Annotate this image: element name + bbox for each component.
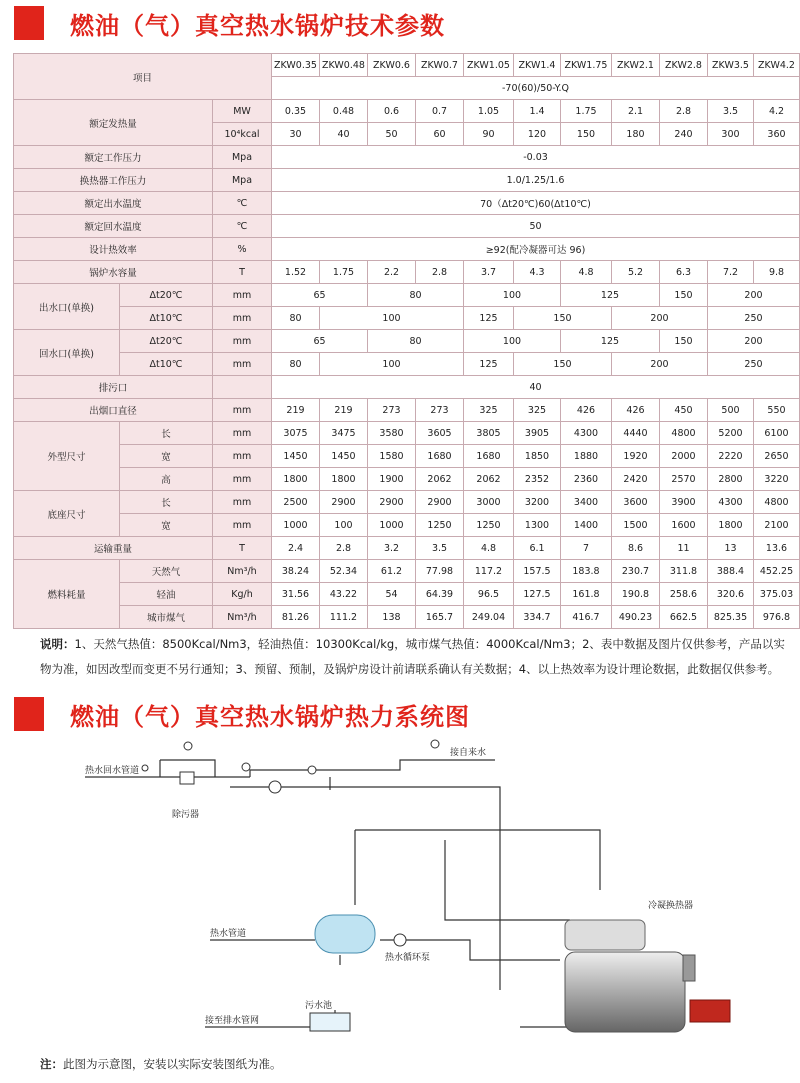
note-text: 1、天然气热值：8500Kcal/Nm3，轻油热值：10300Kcal/kg，城市煤气热值：4000Kcal/Nm3；2、表中数据及图片仅供参考，产品以实物为准，如因改型而变更不另行通知；3、预留、预制，及锅炉房设计前请联系确认有关数据；4、以上热效率为设计理论数据，此数据仅供参考。	[40, 637, 785, 676]
label-condenser: 冷凝换热器	[648, 901, 694, 911]
row-label: 运输重量	[14, 537, 213, 560]
table-cell: 77.98	[416, 560, 464, 583]
table-cell: 65	[272, 330, 368, 353]
table-cell: 40	[320, 123, 368, 146]
table-cell: 1.52	[272, 261, 320, 284]
pipe-top	[355, 830, 600, 890]
table-cell: 60	[416, 123, 464, 146]
table-cell: 150	[660, 284, 708, 307]
burner	[690, 1000, 730, 1022]
table-cell: 490.23	[612, 606, 660, 629]
unit-cell: 10⁴kcal	[213, 123, 272, 146]
unit-cell: mm	[213, 284, 272, 307]
table-row	[14, 353, 800, 376]
table-cell: 3.2	[368, 537, 416, 560]
row-label: 底座尺寸	[14, 491, 120, 537]
table-row	[14, 307, 800, 330]
unit-cell: ℃	[213, 192, 272, 215]
table-cell: 100	[464, 330, 561, 353]
table-cell: 1450	[272, 445, 320, 468]
filter-icon	[180, 772, 194, 784]
sub-label: Δt20℃	[120, 284, 213, 307]
row-label: 排污口	[14, 376, 213, 399]
row-label: 换热器工作压力	[14, 169, 213, 192]
sewage-pool	[310, 1013, 350, 1031]
label-supply: 接自来水	[450, 748, 487, 758]
pressure-gauge-icon	[431, 740, 439, 748]
pipe-loop	[230, 787, 500, 990]
row-label: 额定工作压力	[14, 146, 213, 169]
table-cell: 1920	[612, 445, 660, 468]
table-cell: 161.8	[561, 583, 612, 606]
table-cell: 100	[320, 307, 464, 330]
table-cell: 190.8	[612, 583, 660, 606]
table-cell: 1.75	[320, 261, 368, 284]
unit-cell: mm	[213, 422, 272, 445]
table-row	[14, 192, 800, 215]
table-cell: 4300	[708, 491, 754, 514]
table-cell: 4.8	[464, 537, 514, 560]
table-cell: 273	[368, 399, 416, 422]
table-cell: 11	[660, 537, 708, 560]
unit-cell: ℃	[213, 215, 272, 238]
table-cell: 180	[612, 123, 660, 146]
table-row	[14, 215, 800, 238]
unit-cell: mm	[213, 468, 272, 491]
table-cell: 5200	[708, 422, 754, 445]
row-label: 额定回水温度	[14, 215, 213, 238]
row-label: 燃料耗量	[14, 560, 120, 629]
table-cell: 334.7	[514, 606, 561, 629]
table-cell: 1800	[320, 468, 368, 491]
table-cell: 2100	[754, 514, 800, 537]
table-cell: 0.7	[416, 100, 464, 123]
table-cell: 2000	[660, 445, 708, 468]
table-cell: 1850	[514, 445, 561, 468]
table-cell: 3.5	[416, 537, 464, 560]
table-cell: 4.2	[754, 100, 800, 123]
unit-cell: mm	[213, 353, 272, 376]
table-cell: 426	[612, 399, 660, 422]
model-header: ZKW2.1	[612, 54, 660, 77]
table-cell: 3600	[612, 491, 660, 514]
table-cell: 1450	[320, 445, 368, 468]
row-label: 回水口(单换)	[14, 330, 120, 376]
unit-cell: %	[213, 238, 272, 261]
thermometer-icon	[242, 763, 250, 771]
unit-cell: Nm³/h	[213, 606, 272, 629]
boiler-body	[565, 952, 685, 1032]
table-cell: 4300	[561, 422, 612, 445]
table-cell: 230.7	[612, 560, 660, 583]
table-cell: 125	[464, 307, 514, 330]
table-cell: 2800	[708, 468, 754, 491]
table-cell: 120	[514, 123, 561, 146]
merged-value: -0.03	[272, 146, 800, 169]
unit-cell	[213, 376, 272, 399]
table-cell: 2360	[561, 468, 612, 491]
table-cell: 100	[320, 353, 464, 376]
table-row	[14, 583, 800, 606]
table-cell: 388.4	[708, 560, 754, 583]
table-cell: 2570	[660, 468, 708, 491]
sub-label: Δt20℃	[120, 330, 213, 353]
row-label: 设计热效率	[14, 238, 213, 261]
table-cell: 3.7	[464, 261, 514, 284]
label-filter: 除污器	[172, 810, 200, 820]
table-cell: 2062	[416, 468, 464, 491]
table-cell: 165.7	[416, 606, 464, 629]
table-cell: 1880	[561, 445, 612, 468]
table-cell: 50	[368, 123, 416, 146]
table-row	[14, 468, 800, 491]
unit-cell: Nm³/h	[213, 560, 272, 583]
model-header: ZKW0.7	[416, 54, 464, 77]
table-cell: 200	[708, 330, 800, 353]
table-cell: 249.04	[464, 606, 514, 629]
table-cell: 13.6	[754, 537, 800, 560]
table-cell: 452.25	[754, 560, 800, 583]
table-cell: 3075	[272, 422, 320, 445]
table-cell: 111.2	[320, 606, 368, 629]
table-cell: 138	[368, 606, 416, 629]
thermal-system-diagram	[0, 730, 800, 1050]
table-cell: 2900	[320, 491, 368, 514]
table-cell: 61.2	[368, 560, 416, 583]
table-cell: 9.8	[754, 261, 800, 284]
table-cell: 2900	[368, 491, 416, 514]
table-cell: 150	[514, 353, 612, 376]
table-cell: 2900	[416, 491, 464, 514]
table-row	[14, 284, 800, 307]
row-label: 额定出水温度	[14, 192, 213, 215]
table-cell: 662.5	[660, 606, 708, 629]
row-label: 额定发热量	[14, 100, 213, 146]
merged-value: ≥92(配冷凝器可达 96)	[272, 238, 800, 261]
row-label: 锅炉水容量	[14, 261, 213, 284]
table-cell: 2220	[708, 445, 754, 468]
sub-label: 城市煤气	[120, 606, 213, 629]
table-cell: 3.5	[708, 100, 754, 123]
table-cell: 4800	[660, 422, 708, 445]
table-cell: 150	[514, 307, 612, 330]
sub-label: 天然气	[120, 560, 213, 583]
table-cell: 90	[464, 123, 514, 146]
section-title: 燃油（气）真空热水锅炉技术参数	[70, 11, 445, 40]
table-cell: 200	[612, 353, 708, 376]
table-cell: 1800	[272, 468, 320, 491]
sub-label: Δt10℃	[120, 353, 213, 376]
section-title: 燃油（气）真空热水锅炉热力系统图	[70, 702, 470, 731]
table-cell: 1000	[272, 514, 320, 537]
table-cell: 2.2	[368, 261, 416, 284]
table-cell: 200	[708, 284, 800, 307]
table-row	[14, 261, 800, 284]
table-cell: 500	[708, 399, 754, 422]
sub-label: 长	[120, 491, 213, 514]
table-cell: 1250	[416, 514, 464, 537]
table-cell: 0.35	[272, 100, 320, 123]
table-row	[14, 146, 800, 169]
merged-value: 70（Δt20℃)60(Δt10℃)	[272, 192, 800, 215]
vacuum-tank	[315, 915, 375, 953]
table-cell: 219	[272, 399, 320, 422]
table-cell: 1580	[368, 445, 416, 468]
table-cell: 4.3	[514, 261, 561, 284]
table-cell: 360	[754, 123, 800, 146]
header-accent-bar	[14, 6, 44, 40]
table-cell: 117.2	[464, 560, 514, 583]
model-header: ZKW1.75	[561, 54, 612, 77]
table-row	[14, 238, 800, 261]
unit-cell: Mpa	[213, 169, 272, 192]
table-cell: 64.39	[416, 583, 464, 606]
table-cell: 1.4	[514, 100, 561, 123]
merged-value: 40	[272, 376, 800, 399]
model-header: ZKW2.8	[660, 54, 708, 77]
notes	[40, 632, 792, 682]
table-cell: 43.22	[320, 583, 368, 606]
label-hot-pipe: 热水管道	[210, 929, 247, 939]
table-cell: 976.8	[754, 606, 800, 629]
pump-icon	[269, 781, 281, 793]
model-header: ZKW1.05	[464, 54, 514, 77]
table-cell: 2650	[754, 445, 800, 468]
table-cell: 100	[320, 514, 368, 537]
table-cell: 125	[561, 284, 660, 307]
table-cell: 3400	[561, 491, 612, 514]
table-cell: 6.1	[514, 537, 561, 560]
table-cell: 1500	[612, 514, 660, 537]
table-cell: 416.7	[561, 606, 612, 629]
label-return-pipe: 热水回水管道	[85, 766, 140, 776]
table-row	[14, 330, 800, 353]
section-header-specs	[14, 6, 445, 40]
table-cell: 8.6	[612, 537, 660, 560]
table-cell: 80	[368, 284, 464, 307]
section-header-diagram	[14, 697, 470, 731]
table-cell: 300	[708, 123, 754, 146]
sub-label: 高	[120, 468, 213, 491]
table-cell: 125	[561, 330, 660, 353]
table-cell: 2420	[612, 468, 660, 491]
table-cell: 7	[561, 537, 612, 560]
unit-cell: mm	[213, 399, 272, 422]
table-cell: 426	[561, 399, 612, 422]
model-suffix: -70(60)/50-Y.Q	[272, 77, 800, 100]
table-cell: 1400	[561, 514, 612, 537]
header-accent-bar	[14, 697, 44, 731]
merged-value: 50	[272, 215, 800, 238]
table-cell: 311.8	[660, 560, 708, 583]
table-cell: 3580	[368, 422, 416, 445]
table-cell: 3905	[514, 422, 561, 445]
unit-cell: mm	[213, 491, 272, 514]
table-row	[14, 422, 800, 445]
table-cell: 2.8	[416, 261, 464, 284]
table-cell: 325	[464, 399, 514, 422]
table-cell: 100	[464, 284, 561, 307]
table-cell: 2352	[514, 468, 561, 491]
table-cell: 1000	[368, 514, 416, 537]
table-cell: 0.48	[320, 100, 368, 123]
table-cell: 1680	[416, 445, 464, 468]
sub-label: Δt10℃	[120, 307, 213, 330]
table-cell: 81.26	[272, 606, 320, 629]
table-row	[14, 491, 800, 514]
table-cell: 96.5	[464, 583, 514, 606]
label-pump: 热水循环泵	[385, 953, 431, 963]
model-header: ZKW0.35	[272, 54, 320, 77]
table-cell: 7.2	[708, 261, 754, 284]
table-cell: 2500	[272, 491, 320, 514]
table-cell: 250	[708, 307, 800, 330]
table-cell: 1.75	[561, 100, 612, 123]
table-cell: 200	[612, 307, 708, 330]
table-cell: 54	[368, 583, 416, 606]
note-label: 说明：	[40, 637, 75, 651]
table-cell: 250	[708, 353, 800, 376]
table-cell: 4.8	[561, 261, 612, 284]
table-row	[14, 606, 800, 629]
table-cell: 825.35	[708, 606, 754, 629]
model-header: ZKW0.48	[320, 54, 368, 77]
merged-value: 1.0/1.25/1.6	[272, 169, 800, 192]
unit-cell: mm	[213, 330, 272, 353]
condenser-unit	[565, 920, 645, 950]
model-header: ZKW4.2	[754, 54, 800, 77]
table-cell: 1250	[464, 514, 514, 537]
table-cell: 2.8	[320, 537, 368, 560]
table-row	[14, 514, 800, 537]
header-row	[14, 54, 800, 77]
table-cell: 3000	[464, 491, 514, 514]
table-row	[14, 376, 800, 399]
table-cell: 150	[660, 330, 708, 353]
table-cell: 1680	[464, 445, 514, 468]
row-label: 出烟口直径	[14, 399, 213, 422]
unit-cell: mm	[213, 307, 272, 330]
table-cell: 1600	[660, 514, 708, 537]
footnote-text: 此图为示意图，安装以实际安装图纸为准。	[63, 1057, 282, 1071]
table-row	[14, 445, 800, 468]
table-cell: 4440	[612, 422, 660, 445]
table-cell: 52.34	[320, 560, 368, 583]
table-cell: 157.5	[514, 560, 561, 583]
table-cell: 3475	[320, 422, 368, 445]
spec-table	[13, 53, 800, 629]
pressure-gauge-icon	[184, 742, 192, 750]
table-cell: 3900	[660, 491, 708, 514]
table-cell: 1900	[368, 468, 416, 491]
table-cell: 375.03	[754, 583, 800, 606]
table-cell: 80	[368, 330, 464, 353]
table-cell: 80	[272, 307, 320, 330]
table-cell: 6.3	[660, 261, 708, 284]
table-cell: 1800	[708, 514, 754, 537]
row-label: 出水口(单换)	[14, 284, 120, 330]
table-row	[14, 100, 800, 123]
table-cell: 2062	[464, 468, 514, 491]
table-cell: 325	[514, 399, 561, 422]
table-cell: 127.5	[514, 583, 561, 606]
unit-cell: mm	[213, 514, 272, 537]
sub-label: 宽	[120, 514, 213, 537]
table-row	[14, 169, 800, 192]
table-cell: 5.2	[612, 261, 660, 284]
table-cell: 219	[320, 399, 368, 422]
unit-cell: mm	[213, 445, 272, 468]
footnote-label: 注：	[40, 1057, 63, 1071]
table-cell: 80	[272, 353, 320, 376]
unit-cell: T	[213, 537, 272, 560]
circulation-pump-icon	[394, 934, 406, 946]
model-header: ZKW3.5	[708, 54, 754, 77]
table-cell: 1.05	[464, 100, 514, 123]
footnote	[40, 1056, 282, 1072]
label-drain: 接至排水管网	[205, 1016, 260, 1026]
table-cell: 240	[660, 123, 708, 146]
table-row	[14, 560, 800, 583]
table-cell: 31.56	[272, 583, 320, 606]
table-cell: 450	[660, 399, 708, 422]
table-cell: 3220	[754, 468, 800, 491]
unit-cell: MW	[213, 100, 272, 123]
sub-label: 轻油	[120, 583, 213, 606]
label-sewage-pool: 污水池	[305, 1001, 333, 1011]
table-cell: 258.6	[660, 583, 708, 606]
table-cell: 65	[272, 284, 368, 307]
table-cell: 13	[708, 537, 754, 560]
unit-cell: Mpa	[213, 146, 272, 169]
pressure-gauge-icon	[308, 766, 316, 774]
table-cell: 550	[754, 399, 800, 422]
unit-cell: T	[213, 261, 272, 284]
table-cell: 3805	[464, 422, 514, 445]
table-cell: 3605	[416, 422, 464, 445]
table-cell: 273	[416, 399, 464, 422]
table-cell: 2.1	[612, 100, 660, 123]
table-cell: 3200	[514, 491, 561, 514]
table-cell: 183.8	[561, 560, 612, 583]
table-cell: 1300	[514, 514, 561, 537]
table-cell: 0.6	[368, 100, 416, 123]
table-cell: 4800	[754, 491, 800, 514]
model-header: ZKW0.6	[368, 54, 416, 77]
model-header: ZKW1.4	[514, 54, 561, 77]
table-cell: 2.4	[272, 537, 320, 560]
table-cell: 6100	[754, 422, 800, 445]
table-row	[14, 537, 800, 560]
table-cell: 150	[561, 123, 612, 146]
row-label: 外型尺寸	[14, 422, 120, 491]
table-cell: 125	[464, 353, 514, 376]
table-cell: 2.8	[660, 100, 708, 123]
sub-label: 宽	[120, 445, 213, 468]
table-cell: 320.6	[708, 583, 754, 606]
unit-cell: Kg/h	[213, 583, 272, 606]
table-cell: 30	[272, 123, 320, 146]
table-cell: 38.24	[272, 560, 320, 583]
item-header: 项目	[14, 54, 272, 100]
table-row	[14, 399, 800, 422]
sub-label: 长	[120, 422, 213, 445]
